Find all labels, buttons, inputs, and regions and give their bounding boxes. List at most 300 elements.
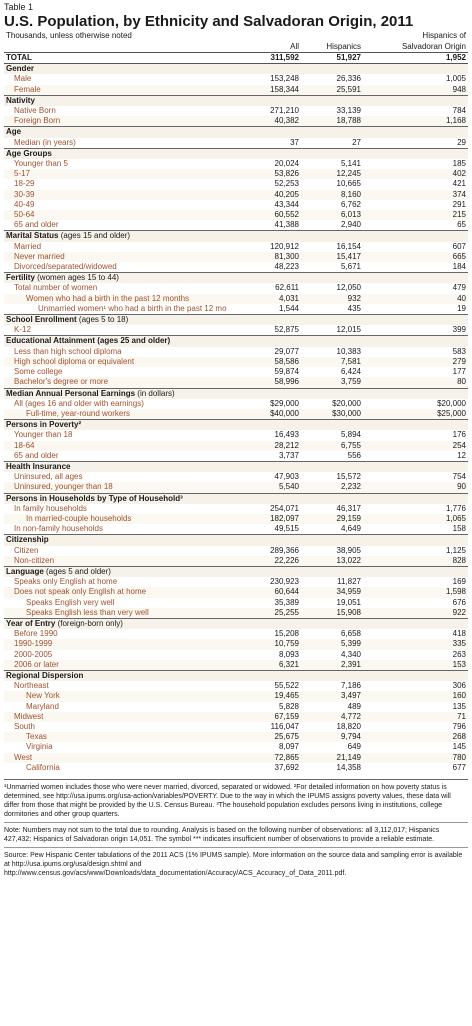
cell-all: 5,828 [278,701,299,711]
cell-hispanics: 6,424 [340,367,361,377]
table-row [4,325,468,336]
cell-all: 40,205 [204,190,301,200]
row-label: Does not speak only English at home [4,587,204,597]
cell-salvadoran: $25,000 [363,409,468,420]
cell-hispanics: 7,581 [301,357,363,367]
cell-salvadoran: 29 [457,137,466,147]
subtitle: Thousands, unless otherwise noted [6,31,132,40]
cell-salvadoran: 185 [452,159,466,169]
row-label: 2000-2005 [14,649,53,659]
cell-hispanics: 15,417 [301,252,363,262]
section-header [4,127,468,138]
cell-hispanics: 13,022 [301,556,363,567]
cell-salvadoran: 80 [363,377,468,388]
cell-salvadoran: 254 [363,441,468,451]
cell-hispanics: 6,762 [340,199,361,209]
table-row [4,220,468,231]
cell-hispanics: 18,820 [336,722,361,731]
cell-all: 230,923 [270,577,299,587]
table-row [4,367,468,377]
column-header-salvadoran-line2: Salvadoran Origin [363,41,468,53]
table-row [4,262,468,273]
cell-all: 25,675 [204,732,301,742]
section-note: (ages 5 and older) [46,566,111,576]
section-header [4,461,468,472]
cell-all: 19,465 [204,691,301,701]
table-row [4,742,468,752]
cell-salvadoran: 263 [452,649,466,659]
section-label: Regional Dispersion [6,670,84,680]
table-row [4,691,468,701]
cell-salvadoran: 1,005 [445,74,466,84]
row-label: 65 and older [14,220,59,230]
cell-salvadoran: 796 [452,722,466,731]
table-row [4,210,468,220]
section-label: Fertility [6,273,35,283]
cell-all: 3,737 [278,450,299,460]
row-label: 40-49 [14,199,35,209]
cell-all: 67,159 [204,712,301,722]
table-row [4,304,468,315]
cell-hispanics: 4,649 [340,524,361,534]
cell-hispanics: 9,794 [301,732,363,742]
row-label: Virginia [26,742,53,752]
cell-salvadoran: 145 [452,742,466,752]
table-row [4,660,468,671]
cell-all: 116,047 [270,722,299,731]
table-row [4,587,468,597]
section-note: (women ages 15 to 44) [37,273,119,283]
row-label: 18-64 [4,441,204,451]
cell-all: 55,522 [274,681,299,691]
section-label: School Enrollment [6,315,77,325]
total-all: 311,592 [204,53,301,64]
table-row [4,514,468,524]
cell-all: 53,826 [204,169,301,179]
row-label: Speaks English less than very well [4,608,204,619]
cell-hispanics: $30,000 [301,409,363,420]
cell-salvadoran: 1,776 [445,503,466,513]
cell-all: 4,031 [204,294,301,304]
table-row [4,763,468,773]
section-header [4,64,468,75]
cell-hispanics: 38,905 [336,545,361,555]
table-row [4,377,468,388]
cell-all: 20,024 [274,159,299,169]
row-label: 65 and older [14,450,59,460]
row-label: Female [4,85,204,96]
row-label: Total number of women [14,283,98,293]
section-header [4,148,468,159]
cell-all: 8,093 [278,649,299,659]
row-label: Uninsured, all ages [14,472,83,482]
row-label: All (ages 16 and older with earnings) [14,398,144,408]
cell-salvadoran: 12 [457,450,466,460]
cell-salvadoran: 160 [363,691,468,701]
cell-hispanics: 2,232 [301,482,363,493]
cell-all: 41,388 [274,220,299,230]
cell-hispanics: 6,658 [340,629,361,639]
cell-hispanics: 15,572 [336,472,361,482]
table-row [4,283,468,293]
total-label: TOTAL [4,53,204,64]
row-label: 30-39 [4,190,204,200]
cell-all: 60,644 [204,587,301,597]
table-row [4,556,468,567]
section-note: (foreign-born only) [57,618,123,628]
table-row [4,409,468,420]
table-row [4,546,468,556]
row-label: Some college [14,367,63,377]
cell-all: 29,077 [274,346,299,356]
cell-salvadoran: 158 [452,524,466,534]
section-label: Language [6,566,44,576]
row-label: 1990-1999 [4,639,204,649]
cell-hispanics: 29,159 [301,514,363,524]
table-row [4,242,468,252]
table-row [4,451,468,462]
row-label: Maryland [26,701,59,711]
row-label: Midwest [4,712,204,722]
row-label: Before 1990 [14,629,58,639]
row-label: Never married [4,252,204,262]
section-label: Educational Attainment (ages 25 and older) [6,336,171,346]
row-label: Speaks only English at home [14,577,118,587]
cell-all: 16,493 [274,430,299,440]
cell-all: $40,000 [204,409,301,420]
table-row [4,116,468,127]
cell-salvadoran: 784 [452,106,466,116]
section-label: Citizenship [6,535,49,545]
row-label: Younger than 5 [14,159,68,169]
cell-hispanics: 435 [347,303,361,313]
total-hispanics: 51,927 [301,53,363,64]
cell-all: 158,344 [204,85,301,96]
row-label: Texas [4,732,204,742]
cell-hispanics: 34,959 [301,587,363,597]
cell-hispanics: 3,759 [301,377,363,388]
cell-salvadoran: 399 [452,325,466,335]
cell-all: 120,912 [270,241,299,251]
total-row [4,53,468,64]
cell-hispanics: 25,591 [301,85,363,96]
table-row [4,598,468,608]
cell-all: 10,759 [204,639,301,649]
row-label: 18-29 [14,179,35,189]
cell-all: 58,586 [204,357,301,367]
row-label: Married [14,241,42,251]
table-row [4,74,468,84]
table-row [4,681,468,691]
section-label: Persons in Households by Type of Household³ [6,493,183,503]
table-row [4,179,468,189]
cell-hispanics: 3,497 [301,691,363,701]
table-row [4,85,468,96]
section-label: Marital Status [6,231,59,241]
cell-salvadoran: 421 [452,179,466,189]
section-header [4,420,468,431]
cell-salvadoran: 71 [363,712,468,722]
row-label: California [26,762,60,772]
table-row [4,106,468,116]
table-row [4,722,468,732]
cell-salvadoran: 177 [452,367,466,377]
cell-salvadoran: 402 [363,169,468,179]
cell-salvadoran: 268 [363,732,468,742]
cell-hispanics: 15,908 [301,608,363,619]
section-label: Age [6,127,22,137]
cell-all: 182,097 [204,514,301,524]
cell-hispanics: 5,141 [340,159,361,169]
cell-hispanics: 2,391 [301,660,363,671]
cell-hispanics: 932 [301,294,363,304]
cell-all: 6,321 [204,660,301,671]
cell-salvadoran: 948 [363,85,468,96]
table-row [4,294,468,304]
row-label: Uninsured, younger than 18 [4,482,204,493]
cell-hispanics: 5,894 [340,430,361,440]
section-label: Age Groups [6,148,52,158]
section-header [4,231,468,242]
cell-all: 271,210 [270,106,299,116]
table-row [4,441,468,451]
cell-salvadoran: 780 [363,753,468,763]
cell-all: 62,611 [275,283,299,293]
cell-hispanics: 489 [347,701,361,711]
cell-salvadoran: 418 [452,629,466,639]
cell-salvadoran: $20,000 [437,398,466,408]
section-label: Nativity [6,95,35,105]
cell-salvadoran: 335 [363,639,468,649]
cell-salvadoran: 279 [363,357,468,367]
row-label: Bachelor's degree or more [4,377,204,388]
table-row [4,200,468,210]
cell-hispanics: 8,160 [301,190,363,200]
row-label: Speaks English very well [26,597,115,607]
cell-salvadoran: 291 [452,199,466,209]
cell-salvadoran: 176 [452,430,466,440]
cell-salvadoran: 583 [452,346,466,356]
cell-all: 8,097 [278,742,299,752]
row-label: Less than high school diploma [14,346,122,356]
table-row [4,753,468,763]
page [0,2,472,878]
table-row [4,482,468,493]
row-label: Non-citizen [4,556,204,567]
data-table [4,30,468,773]
cell-all: 37,692 [274,762,299,772]
header-row [4,30,468,41]
cell-hispanics: 7,186 [340,681,361,691]
column-header-all: All [204,41,301,53]
table-row [4,577,468,587]
table-row [4,504,468,514]
cell-all: 43,344 [274,199,299,209]
section-header [4,388,468,399]
section-label: Persons in Poverty² [6,420,82,430]
row-label: High school diploma or equivalent [4,357,204,367]
section-label: Year of Entry [6,618,56,628]
cell-salvadoran: 135 [452,701,466,711]
cell-all: 40,382 [204,116,301,127]
table-row [4,138,468,149]
cell-salvadoran: 754 [452,472,466,482]
header-row-2 [4,41,468,53]
cell-salvadoran: 665 [363,252,468,262]
table-row [4,650,468,660]
cell-hispanics: 27 [352,137,361,147]
table-row [4,702,468,712]
source: Source: Pew Hispanic Center tabulations of the 2011 ACS (1% IPUMS sample). More information on the source data and sampling error is available at http://usa.ipums.org/usa/design.shtml and http://www.census.gov/acs/www/Downloads/data_documentation/Accuracy/ACS_Accuracy_of_Data_2011.pdf. [4,847,468,878]
cell-hispanics: 556 [347,450,361,460]
cell-salvadoran: 90 [363,482,468,493]
cell-hispanics: 12,050 [336,283,361,293]
section-header [4,315,468,326]
table-row [4,524,468,535]
cell-all: 58,996 [204,377,301,388]
table-label: Table 1 [4,2,34,12]
cell-all: 72,865 [204,753,301,763]
cell-all: 37 [290,137,299,147]
cell-all: 22,226 [204,556,301,567]
table-row [4,357,468,367]
cell-hispanics: 26,336 [336,74,361,84]
cell-hispanics: 10,665 [336,179,361,189]
section-note: (ages 5 to 18) [78,315,129,325]
cell-hispanics: 14,358 [336,762,361,772]
section-header [4,273,468,284]
cell-hispanics: 2,940 [340,220,361,230]
column-header-salvadoran-line1: Hispanics of [422,31,466,40]
row-label: Divorced/separated/widowed [14,262,117,272]
table-row [4,712,468,722]
row-label: South [14,722,35,731]
cell-hispanics: 6,013 [301,210,363,220]
row-label: K-12 [14,325,31,335]
row-label: Male [14,74,32,84]
table-row [4,472,468,482]
cell-salvadoran: 922 [363,608,468,619]
cell-hispanics: 46,317 [336,503,361,513]
cell-salvadoran: 374 [363,190,468,200]
row-label: Younger than 18 [14,430,73,440]
section-label: Gender [6,64,35,74]
cell-all: 289,366 [270,545,299,555]
row-label: 50-64 [4,210,204,220]
footnotes: ¹Unmarried women includes those who were never married, divorced, separated or widowed. ²For detailed information on how poverty status is determined, see http://usa.ipums.org/usa-action/variables/POVERTY. Due to the way in which the IPUMS assigns poverty values, these data will differ from those that might be provided by the U.S. Census Bureau. ³The household population excludes persons living in institutions, college dormitories and other group quarters. [4,779,468,819]
row-label: Northeast [14,681,49,691]
cell-all: 15,208 [274,629,299,639]
cell-hispanics: 21,149 [301,753,363,763]
cell-salvadoran: 1,168 [363,116,468,127]
column-header-hispanics: Hispanics [301,41,363,53]
table-row [4,732,468,742]
cell-all: 60,552 [204,210,301,220]
total-salvadoran: 1,952 [363,53,468,64]
cell-all: 52,253 [274,179,299,189]
section-label: Median Annual Personal Earnings [6,388,136,398]
section-note: (ages 15 and older) [60,231,131,241]
row-label: In family households [14,503,87,513]
cell-salvadoran: 306 [452,681,466,691]
cell-all: 25,255 [204,608,301,619]
table-row [4,430,468,440]
page-title: U.S. Population, by Ethnicity and Salvadoran Origin, 2011 [4,13,414,30]
section-note: (in dollars) [137,388,175,398]
table-row [4,608,468,619]
section-header [4,336,468,347]
cell-salvadoran: 184 [452,262,466,272]
table-row [4,399,468,409]
cell-all: 28,212 [204,441,301,451]
cell-hispanics: $20,000 [332,398,361,408]
section-header [4,493,468,504]
row-label: Unmarried women¹ who had a birth in the past 12 mo [38,303,227,313]
cell-all: 35,389 [274,597,299,607]
cell-salvadoran: 153 [363,660,468,671]
cell-hispanics: 4,772 [301,712,363,722]
row-label: 5-17 [4,169,204,179]
cell-hispanics: 5,671 [340,262,361,272]
cell-salvadoran: 19 [457,303,466,313]
row-label: In married-couple households [4,514,204,524]
table-row [4,169,468,179]
section-header [4,566,468,577]
cell-salvadoran: 1,598 [363,587,468,597]
cell-salvadoran: 677 [452,762,466,772]
row-label: In non-family households [14,524,103,534]
row-label: Foreign Born [4,116,204,127]
cell-all: $29,000 [270,398,299,408]
row-label: Full-time, year-round workers [4,409,204,420]
cell-salvadoran: 40 [363,294,468,304]
row-label: Native Born [14,106,56,116]
table-row [4,252,468,262]
cell-hispanics: 19,051 [336,597,361,607]
cell-salvadoran: 65 [457,220,466,230]
cell-all: 153,248 [270,74,299,84]
cell-salvadoran: 676 [452,597,466,607]
cell-salvadoran: 607 [452,241,466,251]
cell-all: 48,223 [274,262,299,272]
cell-all: 52,875 [274,325,299,335]
cell-salvadoran: 1,065 [363,514,468,524]
table-row [4,190,468,200]
row-label: New York [4,691,204,701]
cell-hispanics: 649 [347,742,361,752]
table-row [4,159,468,169]
cell-salvadoran: 1,125 [445,545,466,555]
section-header [4,670,468,681]
cell-all: 5,540 [204,482,301,493]
row-label: West [4,753,204,763]
cell-salvadoran: 215 [363,210,468,220]
cell-hispanics: 11,827 [337,577,361,587]
note: Note: Numbers may not sum to the total due to rounding. Analysis is based on the following number of observations: all 3,112,017; Hispanics 427,432; Hispanics of Salvadoran origin 14,051. The symbol *** indicates insufficient number of observations to provide a reliable estimate. [4,822,468,844]
cell-salvadoran: 828 [363,556,468,567]
section-label: Health Insurance [6,461,71,471]
row-label: 2006 or later [4,660,204,671]
cell-salvadoran: 479 [452,283,466,293]
section-header [4,95,468,106]
section-header [4,618,468,629]
cell-hispanics: 12,245 [301,169,363,179]
row-label: Median (in years) [14,137,76,147]
cell-hispanics: 33,139 [336,106,361,116]
cell-all: 254,071 [270,503,299,513]
cell-hispanics: 10,383 [336,346,361,356]
cell-all: 81,300 [204,252,301,262]
